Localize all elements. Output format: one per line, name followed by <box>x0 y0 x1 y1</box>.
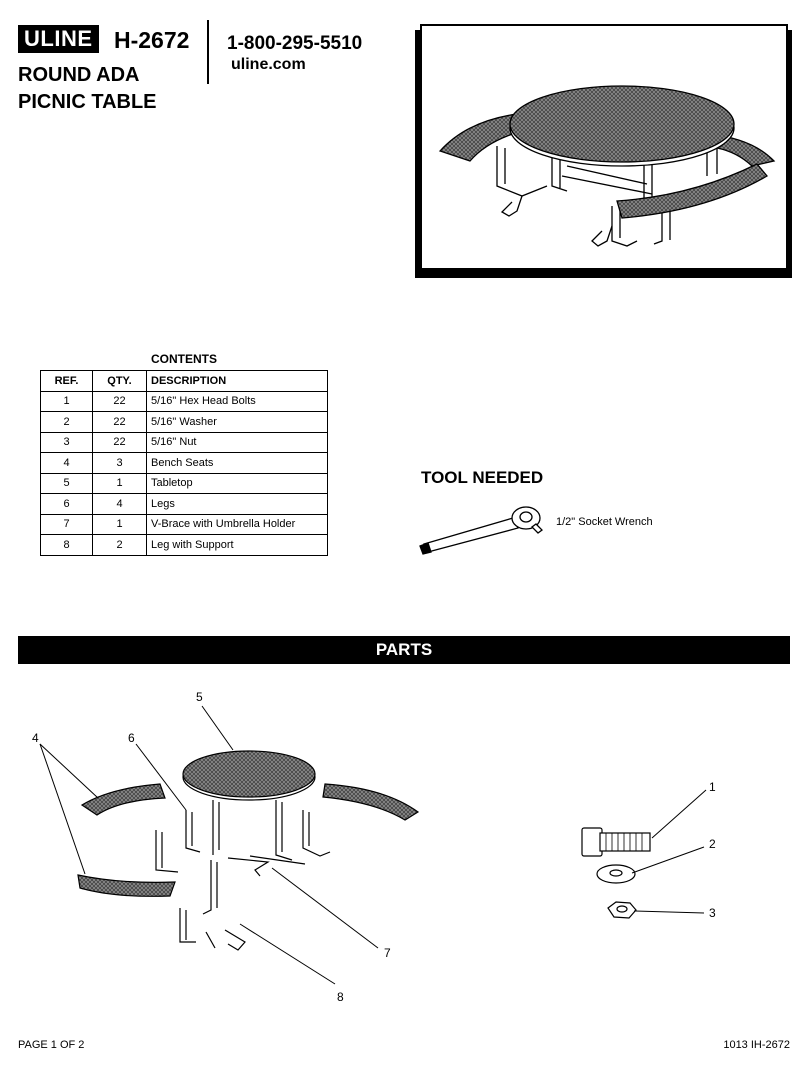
qty-cell: 2 <box>93 535 147 556</box>
ref-cell: 1 <box>41 391 93 412</box>
contents-title: CONTENTS <box>151 352 217 366</box>
table-row <box>41 514 328 535</box>
bench-seat-parts <box>78 784 418 896</box>
callout-7: 7 <box>384 946 391 960</box>
qty-cell: 22 <box>93 432 147 453</box>
assembled-table-illustration <box>422 26 786 268</box>
parts-section-header: PARTS <box>18 636 790 664</box>
col-description: DESCRIPTION <box>147 371 328 392</box>
col-qty: QTY. <box>93 371 147 392</box>
table-row <box>41 453 328 474</box>
qty-cell: 4 <box>93 494 147 515</box>
callout-4: 4 <box>32 731 39 745</box>
model-number: H-2672 <box>114 27 190 53</box>
product-title-line1: ROUND ADA <box>18 64 140 86</box>
table-row <box>41 535 328 556</box>
qty-cell: 22 <box>93 412 147 433</box>
ref-cell: 2 <box>41 412 93 433</box>
phone-number: 1-800-295-5510 <box>227 33 363 54</box>
ref-cell: 6 <box>41 494 93 515</box>
ref-cell: 4 <box>41 453 93 474</box>
qty-cell: 1 <box>93 514 147 535</box>
table-row <box>41 494 328 515</box>
description-cell: 5/16" Washer <box>147 412 328 433</box>
leg-parts <box>156 800 330 950</box>
hardware-parts <box>582 828 650 918</box>
tabletop-part <box>183 751 315 800</box>
callout-6: 6 <box>128 731 135 745</box>
callout-5: 5 <box>196 690 203 704</box>
table-row <box>41 391 328 412</box>
product-title-line2: PICNIC TABLE <box>18 91 157 113</box>
description-cell: Legs <box>147 494 328 515</box>
website: uline.com <box>231 56 306 73</box>
table-row <box>41 412 328 433</box>
hex-bolt-head <box>582 828 602 856</box>
ref-cell: 8 <box>41 535 93 556</box>
document-code: 1013 IH-2672 <box>723 1039 790 1051</box>
description-cell: Bench Seats <box>147 453 328 474</box>
qty-cell: 22 <box>93 391 147 412</box>
header-divider <box>207 20 209 84</box>
description-cell: 5/16" Nut <box>147 432 328 453</box>
qty-cell: 1 <box>93 473 147 494</box>
product-title <box>18 62 157 116</box>
ref-cell: 7 <box>41 514 93 535</box>
parts-exploded-illustration <box>0 680 808 1020</box>
page-number: PAGE 1 OF 2 <box>18 1039 85 1051</box>
contents-table <box>40 370 328 556</box>
uline-logo: ULINE <box>18 25 99 53</box>
tool-item-label: 1/2" Socket Wrench <box>556 516 653 528</box>
table-row <box>41 432 328 453</box>
callout-1: 1 <box>709 780 716 794</box>
qty-cell: 3 <box>93 453 147 474</box>
callout-3: 3 <box>709 906 716 920</box>
description-cell: Tabletop <box>147 473 328 494</box>
callout-8: 8 <box>337 990 344 1004</box>
description-cell: 5/16" Hex Head Bolts <box>147 391 328 412</box>
table-row <box>41 473 328 494</box>
description-cell: V-Brace with Umbrella Holder <box>147 514 328 535</box>
ref-cell: 5 <box>41 473 93 494</box>
hero-illustration-frame <box>420 24 788 270</box>
tool-needed-title: TOOL NEEDED <box>421 468 544 487</box>
socket-wrench-icon <box>418 496 548 558</box>
contents-header-row <box>41 371 328 392</box>
ref-cell: 3 <box>41 432 93 453</box>
description-cell: Leg with Support <box>147 535 328 556</box>
callout-2: 2 <box>709 837 716 851</box>
col-ref: REF. <box>41 371 93 392</box>
hex-bolt-shank <box>600 833 650 851</box>
